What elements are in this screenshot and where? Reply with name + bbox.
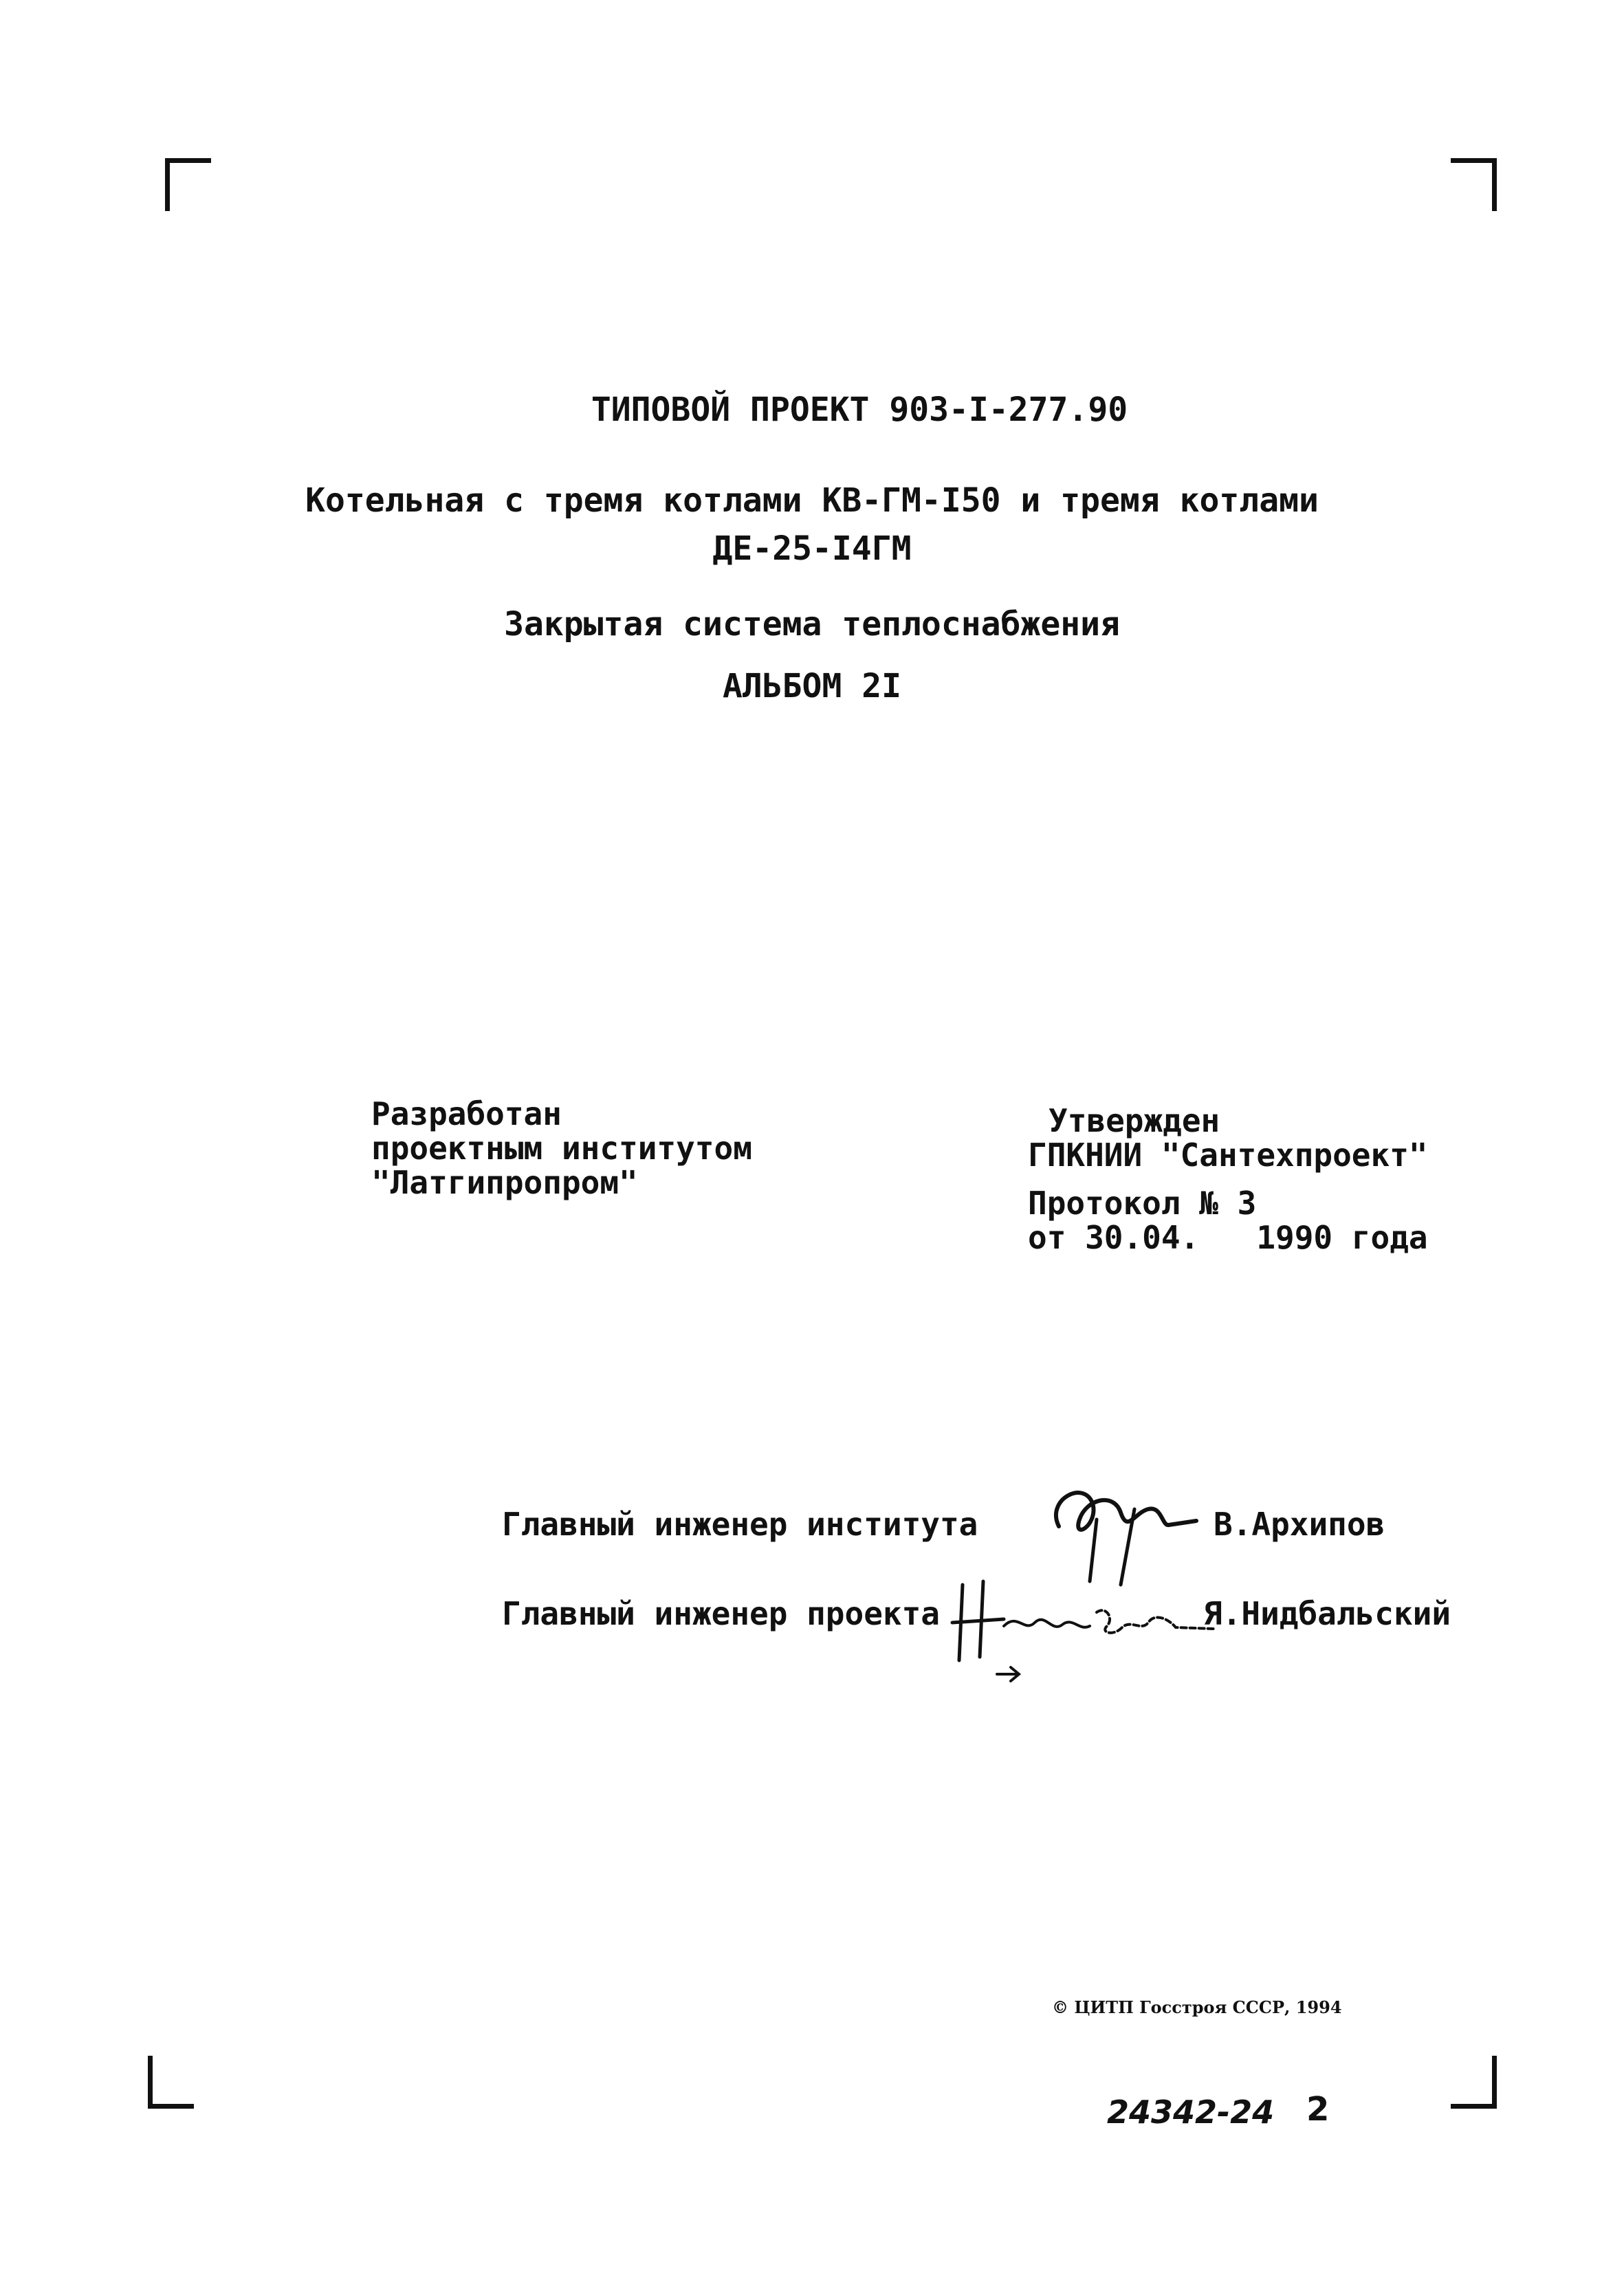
project-description-line-1: Котельная с тремя котлами КВ-ГМ-I50 и тремя котлами xyxy=(305,481,1319,520)
protocol-number: Протокол № 3 xyxy=(1028,1185,1257,1222)
chief-engineer-institute-label: Главный инженер института xyxy=(502,1506,978,1543)
document-number: 24342-24 xyxy=(1107,2094,1275,2131)
developer-name: "Латгипропром" xyxy=(371,1164,638,1201)
copyright-notice: © ЦИТП Госстроя СССР, 1994 xyxy=(1052,1997,1342,2017)
developed-label: Разработан xyxy=(371,1095,562,1132)
crop-mark-bottom-left xyxy=(148,2056,194,2109)
crop-mark-bottom-right xyxy=(1451,2056,1497,2109)
protocol-date: от 30.04. 1990 года xyxy=(1028,1219,1428,1256)
signature-project-engineer xyxy=(942,1571,1217,1695)
approved-label: Утвержден xyxy=(1049,1102,1220,1139)
crop-mark-top-left xyxy=(165,158,211,211)
approved-by-block xyxy=(1028,1103,1428,1255)
album-number: АЛЬБОМ 2I xyxy=(722,667,902,705)
crop-mark-top-right xyxy=(1451,158,1497,211)
chief-engineer-project-label: Главный инженер проекта xyxy=(502,1595,940,1632)
chief-engineer-institute-name: В.Архипов xyxy=(1214,1506,1385,1543)
project-title: ТИПОВОЙ ПРОЕКТ 903-I-277.90 xyxy=(591,391,1128,429)
system-type: Закрытая система теплоснабжения xyxy=(504,605,1120,644)
developed-by-block xyxy=(371,1097,752,1200)
page-number: 2 xyxy=(1306,2090,1330,2129)
project-description-line-2: ДЕ-25-I4ГМ xyxy=(712,529,912,568)
chief-engineer-project-name: Я.Нидбальский xyxy=(1203,1595,1451,1632)
approver-name: ГПКНИИ "Сантехпроект" xyxy=(1028,1136,1428,1174)
developer-type: проектным институтом xyxy=(371,1130,752,1167)
